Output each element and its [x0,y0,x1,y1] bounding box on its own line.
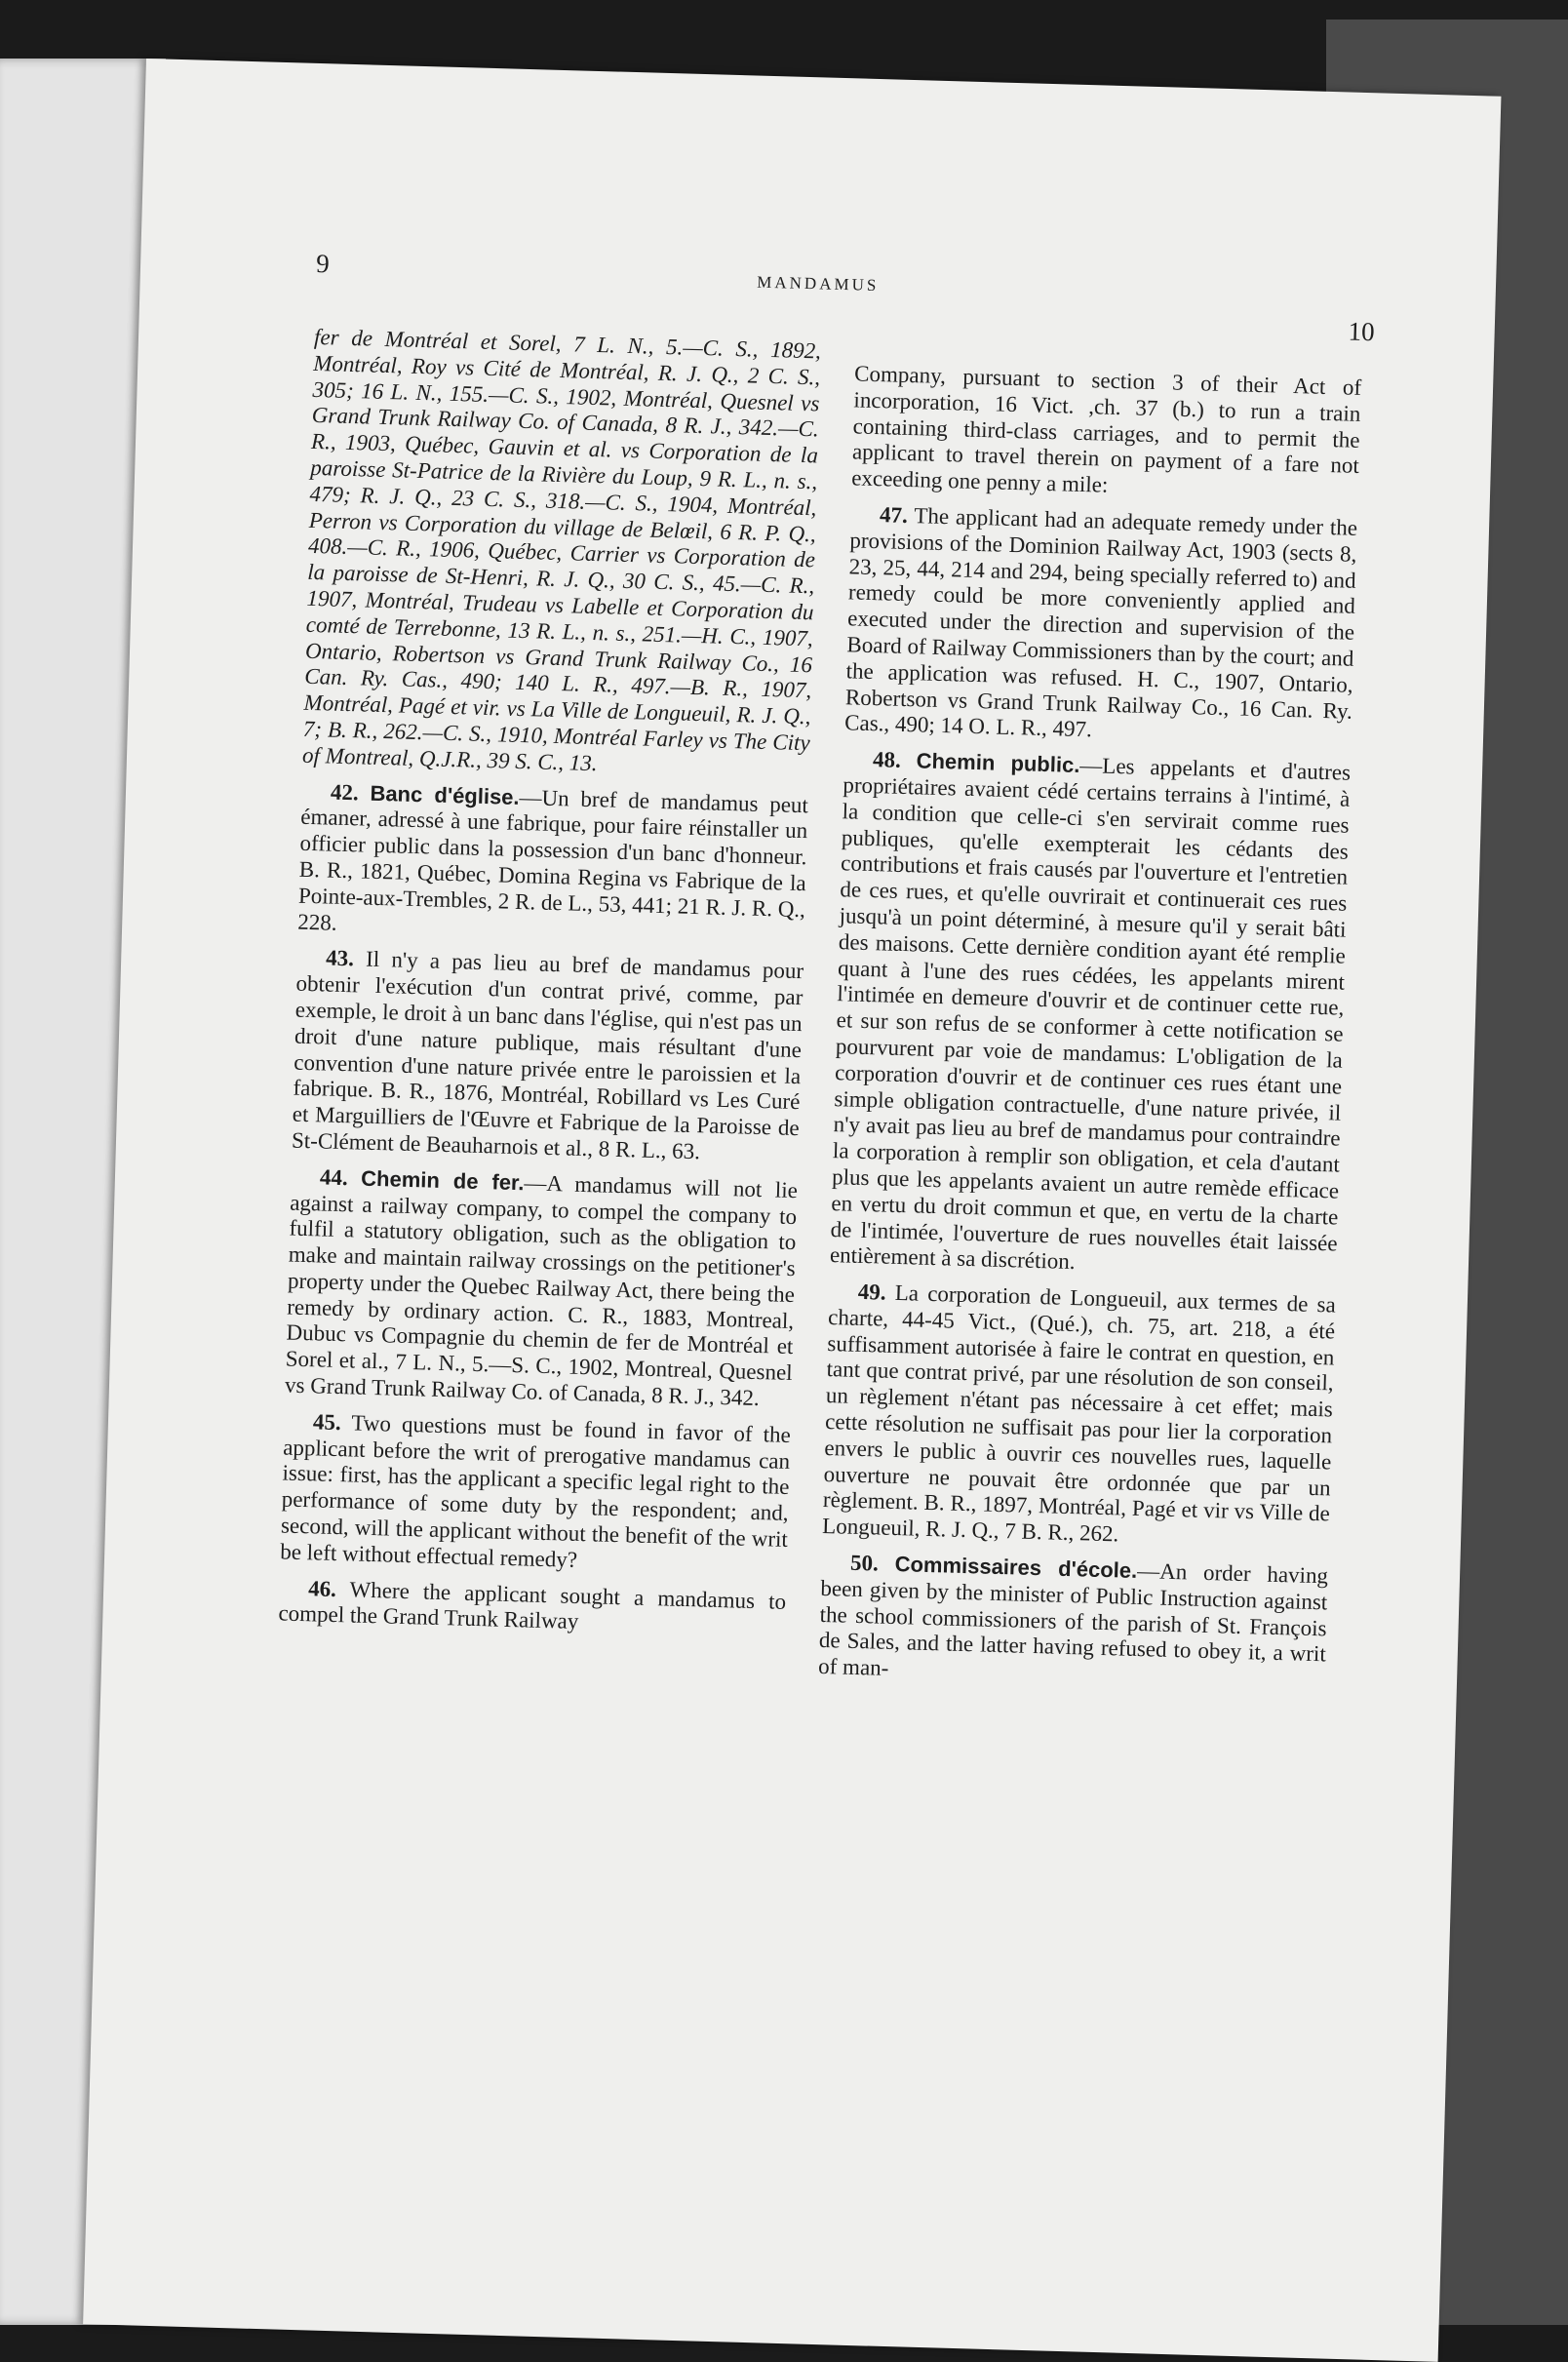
left-column [278,325,821,1651]
paragraph-43: 43. Il n'y a pas lieu au bref de mandamus pour obtenir l'exécution d'un contrat privé, comme, par exemple, le droit à un banc dans l'église, qui n'est pas un droit d'une nature publique, mais résultant d'une convention d'une nature privée entre le paroissien et la fabrique. B. R., 1876, Montréal, Robillard vs Les Curé et Marguilliers de l'Œuvre et Fabrique de la Paroisse de St-Clément de Beauharnois et al., 8 R. L., 63. [291,945,804,1164]
section-heading: Chemin de fer. [360,1165,525,1195]
section-number: 48. [872,747,902,773]
right-column [818,361,1362,1704]
paragraph-41-continued: fer de Montréal et Sorel, 7 L. N., 5.—C. S., 1892, Montréal, Roy vs Cité de Montréal, R. J. Q., 2 C. S., 305; 16 L. N., 155.—C. S., 1902, Montréal, Quesnel vs Grand Trunk Railway Co. of Canada, 8 R. J., 342.—C. R., 1903, Québec, Gauvin et al. vs Corporation de la paroisse St-Patrice de la Rivière du Loup, 9 R. L., n. s., 479; R. J. Q., 23 C. S., 318.—C. S., 1904, Montréal, Perron vs Corporation du village de Belœil, 6 R. P. Q., 408.—C. R., 1906, Québec, Carrier vs Corporation de la paroisse de St-Henri, R. J. Q., 30 C. S., 45.—C. R., 1907, Montréal, Trudeau vs Labelle et Corporation du comté de Terrebonne, 13 R. L., n. s., 251.—H. C., 1907, Ontario, Robertson vs Grand Trunk Railway Co., 16 Can. Ry. Cas., 490; 140 L. R., 497.—B. R., 1907, Montréal, Pagé et vir. vs La Ville de Longueuil, R. J. Q., 7; B. R., 262.—C. S., 1910, Montréal Farley vs The City of Montreal, Q.J.R., 39 S. C., 13. [301,324,822,775]
paragraph-46: 46. Where the applicant sought a mandamus to compel the Grand Trunk Railway [278,1575,787,1634]
section-number: 42. [330,779,360,805]
section-heading: Chemin public. [916,748,1080,778]
paragraph-44: 44. Chemin de fer.—A mandamus will not lie against a railway company, to compel the company to fulfil a statutory obligation, such as the obligation to make and maintain railway crossings on the petitioner's property under the Quebec Railway Act, there being the remedy by ordinary action. C. R., 1883, Montreal, Dubuc vs Compagnie du chemin de fer de Montréal et Sorel et al., 7 L. N., 5.—S. C., 1902, Montreal, Quesnel vs Grand Trunk Railway Co. of Canada, 8 R. J., 342. [284,1164,799,1411]
paragraph-50: 50. Commissaires d'école.—An order having been given by the minister of Public Instruction against the school commissioners of the parish of St. François de Sales, and the latter having refused to obey it, a writ of man- [817,1550,1329,1681]
section-number: 44. [319,1164,349,1190]
section-number: 47. [879,502,909,528]
paragraph-47: 47. The applicant had an adequate remedy under the provisions of the Dominion Railway Act, 1903 (sects 8, 23, 25, 44, 214 and 294, being specially referred to) and remedy could be more conveniently applied and executed under the direction and supervision of the Board of Railway Commissioners than by the court; and the application was refused. H. C., 1907, Ontario, Robertson vs Grand Trunk Railway Co., 16 Can. Ry. Cas., 490; 14 O. L. R., 497. [843,502,1358,742]
section-heading: Banc d'église. [370,780,520,809]
section-number: 43. [325,945,355,971]
paragraph-42: 42. Banc d'église.—Un bref de mandamus peut émaner, adressé à une fabrique, pour faire réinstaller un officier public dans la possession d'un banc d'honneur. B. R., 1821, Québec, Domina Regina vs Fabrique de la Pointe-aux-Trembles, 2 R. de L., 53, 441; 21 R. J. R. Q., 228. [297,779,809,935]
paragraph-49: 49. La corporation de Longueuil, aux termes de sa charte, 44-45 Vict., (Qué.), ch. 75, art. 218, a été suffisamment autorisée à faire le contrat en question, en tant que contrat privé, par une résolution de son conseil, un règlement n'étant pas nécessaire à cet effet; mais cette résolution ne suffisait pas pour lier la corporation envers le public à ouvrir ces nouvelles rues, laquelle ouverture ne pouvait être ordonnée que par un règlement. B. R., 1897, Montréal, Pagé et vir vs Ville de Longueuil, R. J. Q., 7 B. R., 262. [821,1279,1337,1547]
section-number: 46. [307,1575,337,1601]
section-number: 50. [849,1550,880,1576]
book-page [83,59,1501,2362]
paragraph-48: 48. Chemin public.—Les appelants et d'autres propriétaires avaient cédé certains terrains à l'intimé, à la condition que celle-ci s'en servirait comme rues publiques, qu'elle exempterait les cédants des contributions et frais causés par l'ouverture et l'entretien de ces rues, et qu'elle ouvrirait et continuerait ces rues jusqu'à un point déterminé, à mesure qu'il y serait bâti des maisons. Cette dernière condition ayant été remplie quant à l'une des rues cédées, les appelants mirent l'intimée en demeure d'ouvrir et de continuer cette rue, et sur son refus de se conformer à cette notification se pourvurent par voie de mandamus: L'obligation de la corporation d'ouvrir et de continuer ces rues étant une simple obligation contractuelle, d'une nature privée, il n'y avait pas lieu au bref de mandamus pour contraindre la corporation à remplir son obligation, et cela d'autant plus que les appelants avaient un autre remède efficace en vertu du droit commun et que, en vertu de la charte de l'intimée, l'ouverture de rues nouvelles était laissée entièrement à sa discrétion. [829,747,1352,1275]
running-title: MANDAMUS [757,272,880,295]
section-heading: Commissaires d'école. [894,1552,1138,1584]
paragraph-45: 45. Two questions must be found in favor of the applicant before the writ of prerogative mandamus can issue: first, has the applicant a specific legal right to the performance of some duty by the respondent; and, second, will the applicant without the benefit of the writ be left without effectual remedy? [279,1409,792,1572]
right-page-number: 10 [1348,316,1376,347]
paragraph-46-continued: Company, pursuant to section 3 of their Act of incorporation, 16 Vict. ,ch. 37 (b.) to run a train containing third-class carriages, and to permit the applicant to travel therein on payment of a fare not exceeding one penny a mile: [850,361,1362,497]
section-number: 45. [312,1409,342,1435]
left-page-number: 9 [315,248,331,279]
section-number: 49. [857,1279,886,1305]
